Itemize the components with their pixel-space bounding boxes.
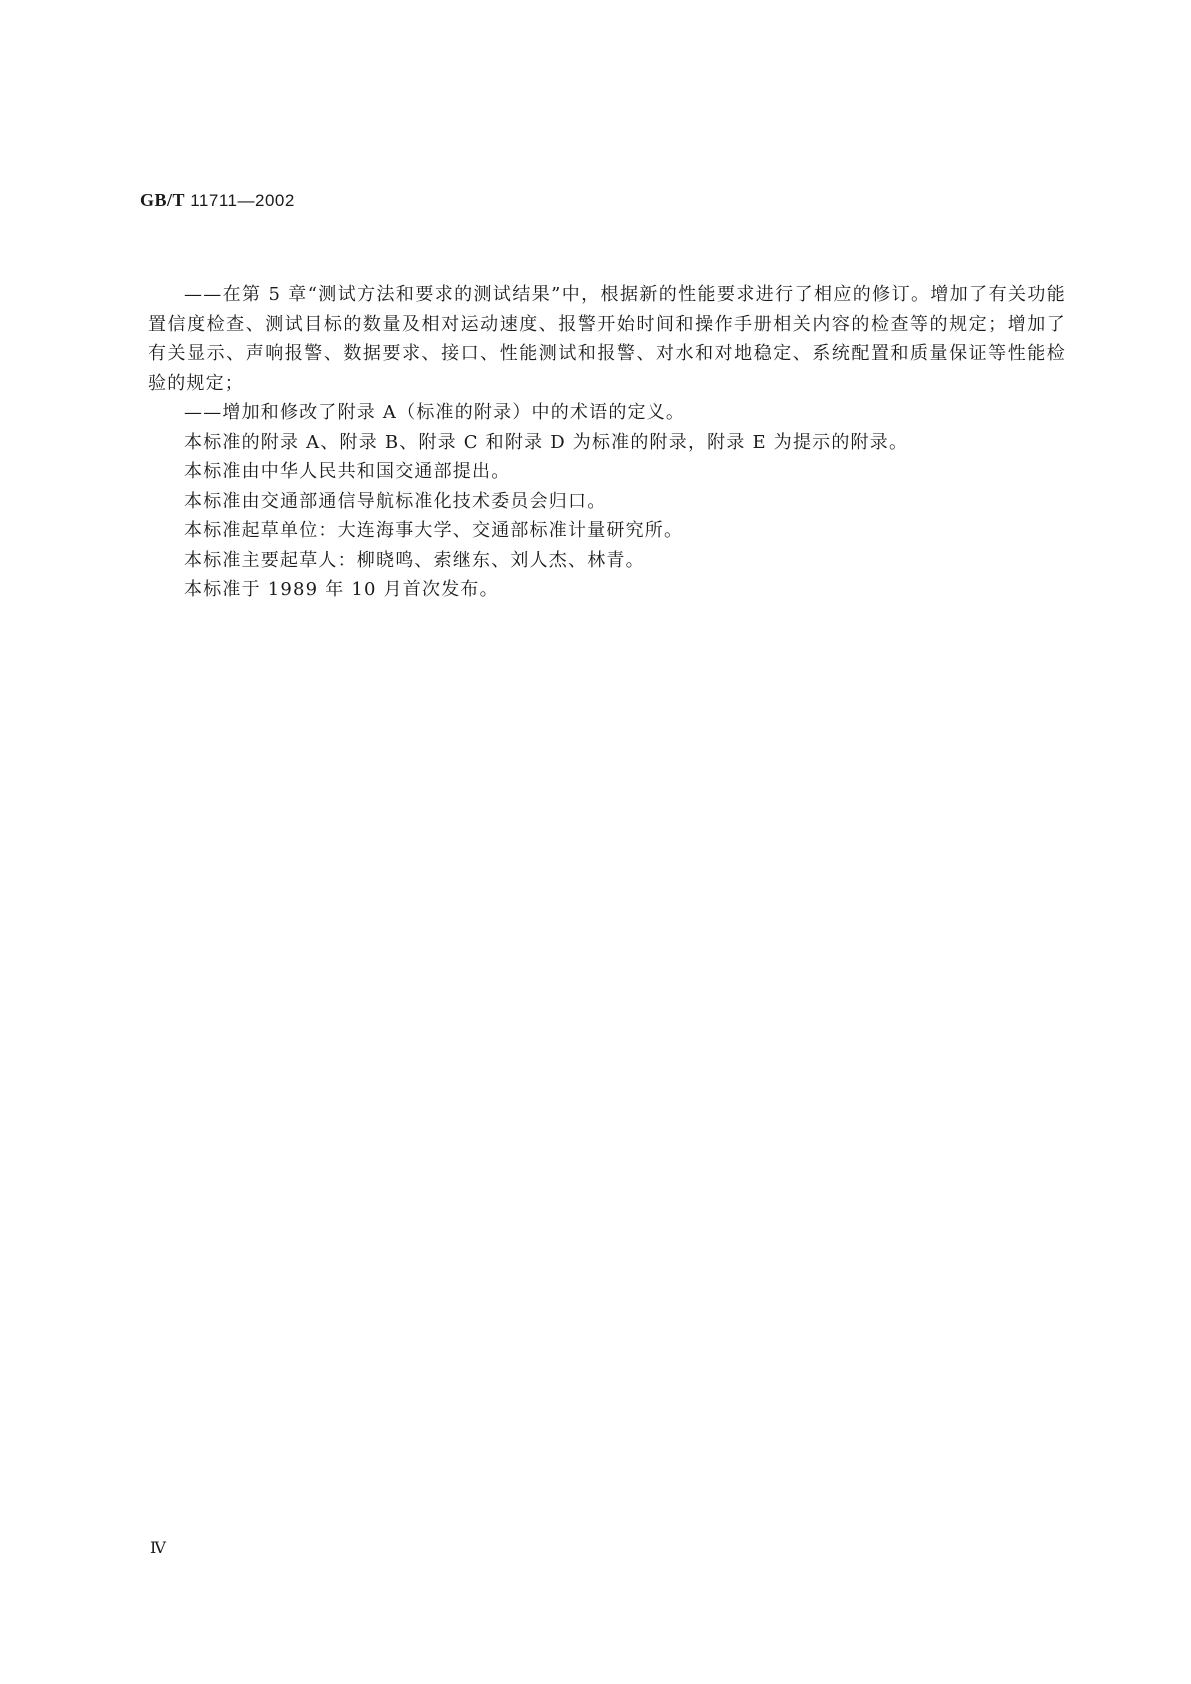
- standard-prefix: GB/T: [140, 190, 186, 210]
- paragraph-administered-by: 本标准由交通部通信导航标准化技术委员会归口。: [184, 490, 607, 512]
- paragraph-drafting-units: 本标准起草单位：大连海事大学、交通部标准计量研究所。: [184, 520, 684, 541]
- paragraph-main-drafters: 本标准主要起草人：柳晓鸣、索继东、刘人杰、林青。: [184, 549, 645, 571]
- paragraph-chapter5-revision: ——在第 5 章“测试方法和要求的测试结果”中，根据新的性能要求进行了相应的修订。增加了有关功能置信度检查、测试目标的数量及相对运动速度、报警开始时间和操作手册相关内容的检查等的规定；增加了有关显示、声响报警、数据要求、接口、性能测试和报警、对水和对地稳定、系统配置和质量保证等性能检验的规定；: [148, 284, 1066, 394]
- page-number: Ⅳ: [150, 1540, 166, 1557]
- paragraph-first-issued: 本标准于 1989 年 10 月首次发布。: [184, 579, 499, 600]
- paragraph-appendix-a-terms: ——增加和修改了附录 A（标准的附录）中的术语的定义。: [184, 402, 686, 423]
- paragraph-proposed-by: 本标准由中华人民共和国交通部提出。: [184, 461, 511, 482]
- foreword-body: [148, 280, 1066, 605]
- standard-code-header: [140, 190, 295, 211]
- paragraph-appendix-status: 本标准的附录 A、附录 B、附录 C 和附录 D 为标准的附录，附录 E 为提示的附录。: [184, 431, 909, 453]
- standard-number: 11711—2002: [185, 191, 295, 210]
